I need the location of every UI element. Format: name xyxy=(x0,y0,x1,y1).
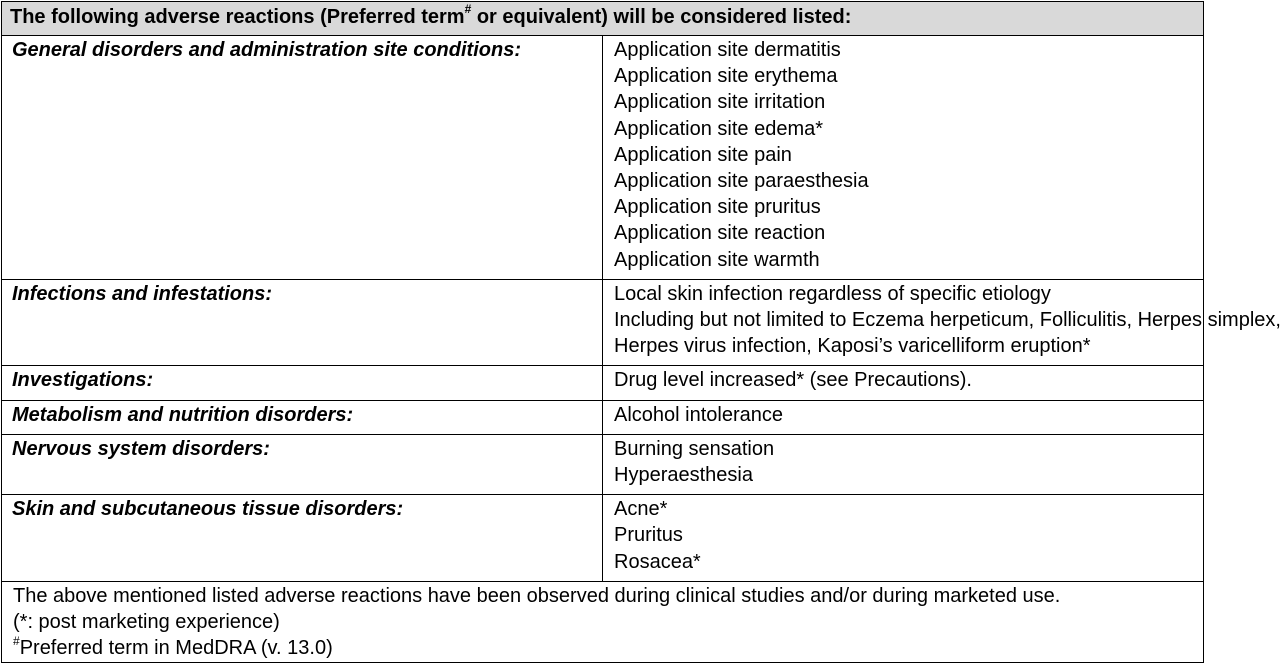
term: Application site pain xyxy=(614,143,792,166)
terms-cell xyxy=(603,434,1204,494)
table-row xyxy=(2,366,1204,400)
table-footer-row xyxy=(2,581,1204,663)
category-cell: Skin and subcutaneous tissue disorders: xyxy=(2,495,603,582)
header-text-before: The following adverse reactions (Preferred term xyxy=(10,6,465,28)
term: Application site dermatitis xyxy=(614,39,841,61)
table-row xyxy=(2,400,1204,434)
footer-meddra-text: Preferred term in MedDRA (v. 13.0) xyxy=(19,637,333,660)
table-row xyxy=(2,434,1204,494)
category-cell: General disorders and administration site conditions: xyxy=(2,36,603,280)
term: Application site irritation xyxy=(614,91,826,114)
terms-cell xyxy=(603,279,1281,366)
term: Alcohol intolerance xyxy=(614,403,783,426)
category-cell: Nervous system disorders: xyxy=(2,434,603,494)
term: Pruritus xyxy=(614,524,683,547)
table-row xyxy=(2,495,1204,582)
header-footnote-mark: # xyxy=(464,2,472,17)
term: Including but not limited to Eczema herpeticum, Folliculitis, Herpes simplex, xyxy=(614,309,1281,332)
footer-note: The above mentioned listed adverse reactions have been observed during clinical studies and/or during marketed use. xyxy=(13,584,1061,607)
category-cell: Metabolism and nutrition disorders: xyxy=(2,400,603,434)
table-header-row xyxy=(2,2,1204,36)
term: Application site warmth xyxy=(614,248,820,271)
category-cell: Investigations: xyxy=(2,366,603,400)
category-cell: Infections and infestations: xyxy=(2,279,603,366)
term: Application site reaction xyxy=(614,222,826,245)
term: Acne* xyxy=(614,498,668,521)
term: Application site pruritus xyxy=(614,196,821,219)
footer-footnote-mark: # xyxy=(13,633,20,648)
terms-cell xyxy=(603,366,1204,400)
footer-post-marketing-note: (*: post marketing experience) xyxy=(13,611,280,634)
table-header-cell xyxy=(2,2,1204,36)
term: Herpes virus infection, Kaposi’s varicelliform eruption* xyxy=(614,335,1091,358)
term: Burning sensation xyxy=(614,437,775,460)
term: Application site erythema xyxy=(614,65,838,88)
footer-meddra-note xyxy=(13,635,1199,661)
term: Application site edema* xyxy=(614,117,824,140)
table-row xyxy=(2,279,1204,366)
terms-cell xyxy=(603,36,1204,280)
term: Application site paraesthesia xyxy=(614,170,869,193)
adverse-reactions-table xyxy=(1,1,1281,663)
table-row xyxy=(2,36,1204,280)
term: Rosacea* xyxy=(614,550,701,573)
terms-cell xyxy=(603,400,1204,434)
terms-cell xyxy=(603,495,1204,582)
term: Local skin infection regardless of specific etiology xyxy=(614,282,1051,305)
table-footer-cell xyxy=(2,581,1204,663)
term: Hyperaesthesia xyxy=(614,464,753,487)
header-text-after: or equivalent) will be considered listed: xyxy=(471,6,852,28)
term: Drug level increased* (see Precautions). xyxy=(614,369,972,392)
